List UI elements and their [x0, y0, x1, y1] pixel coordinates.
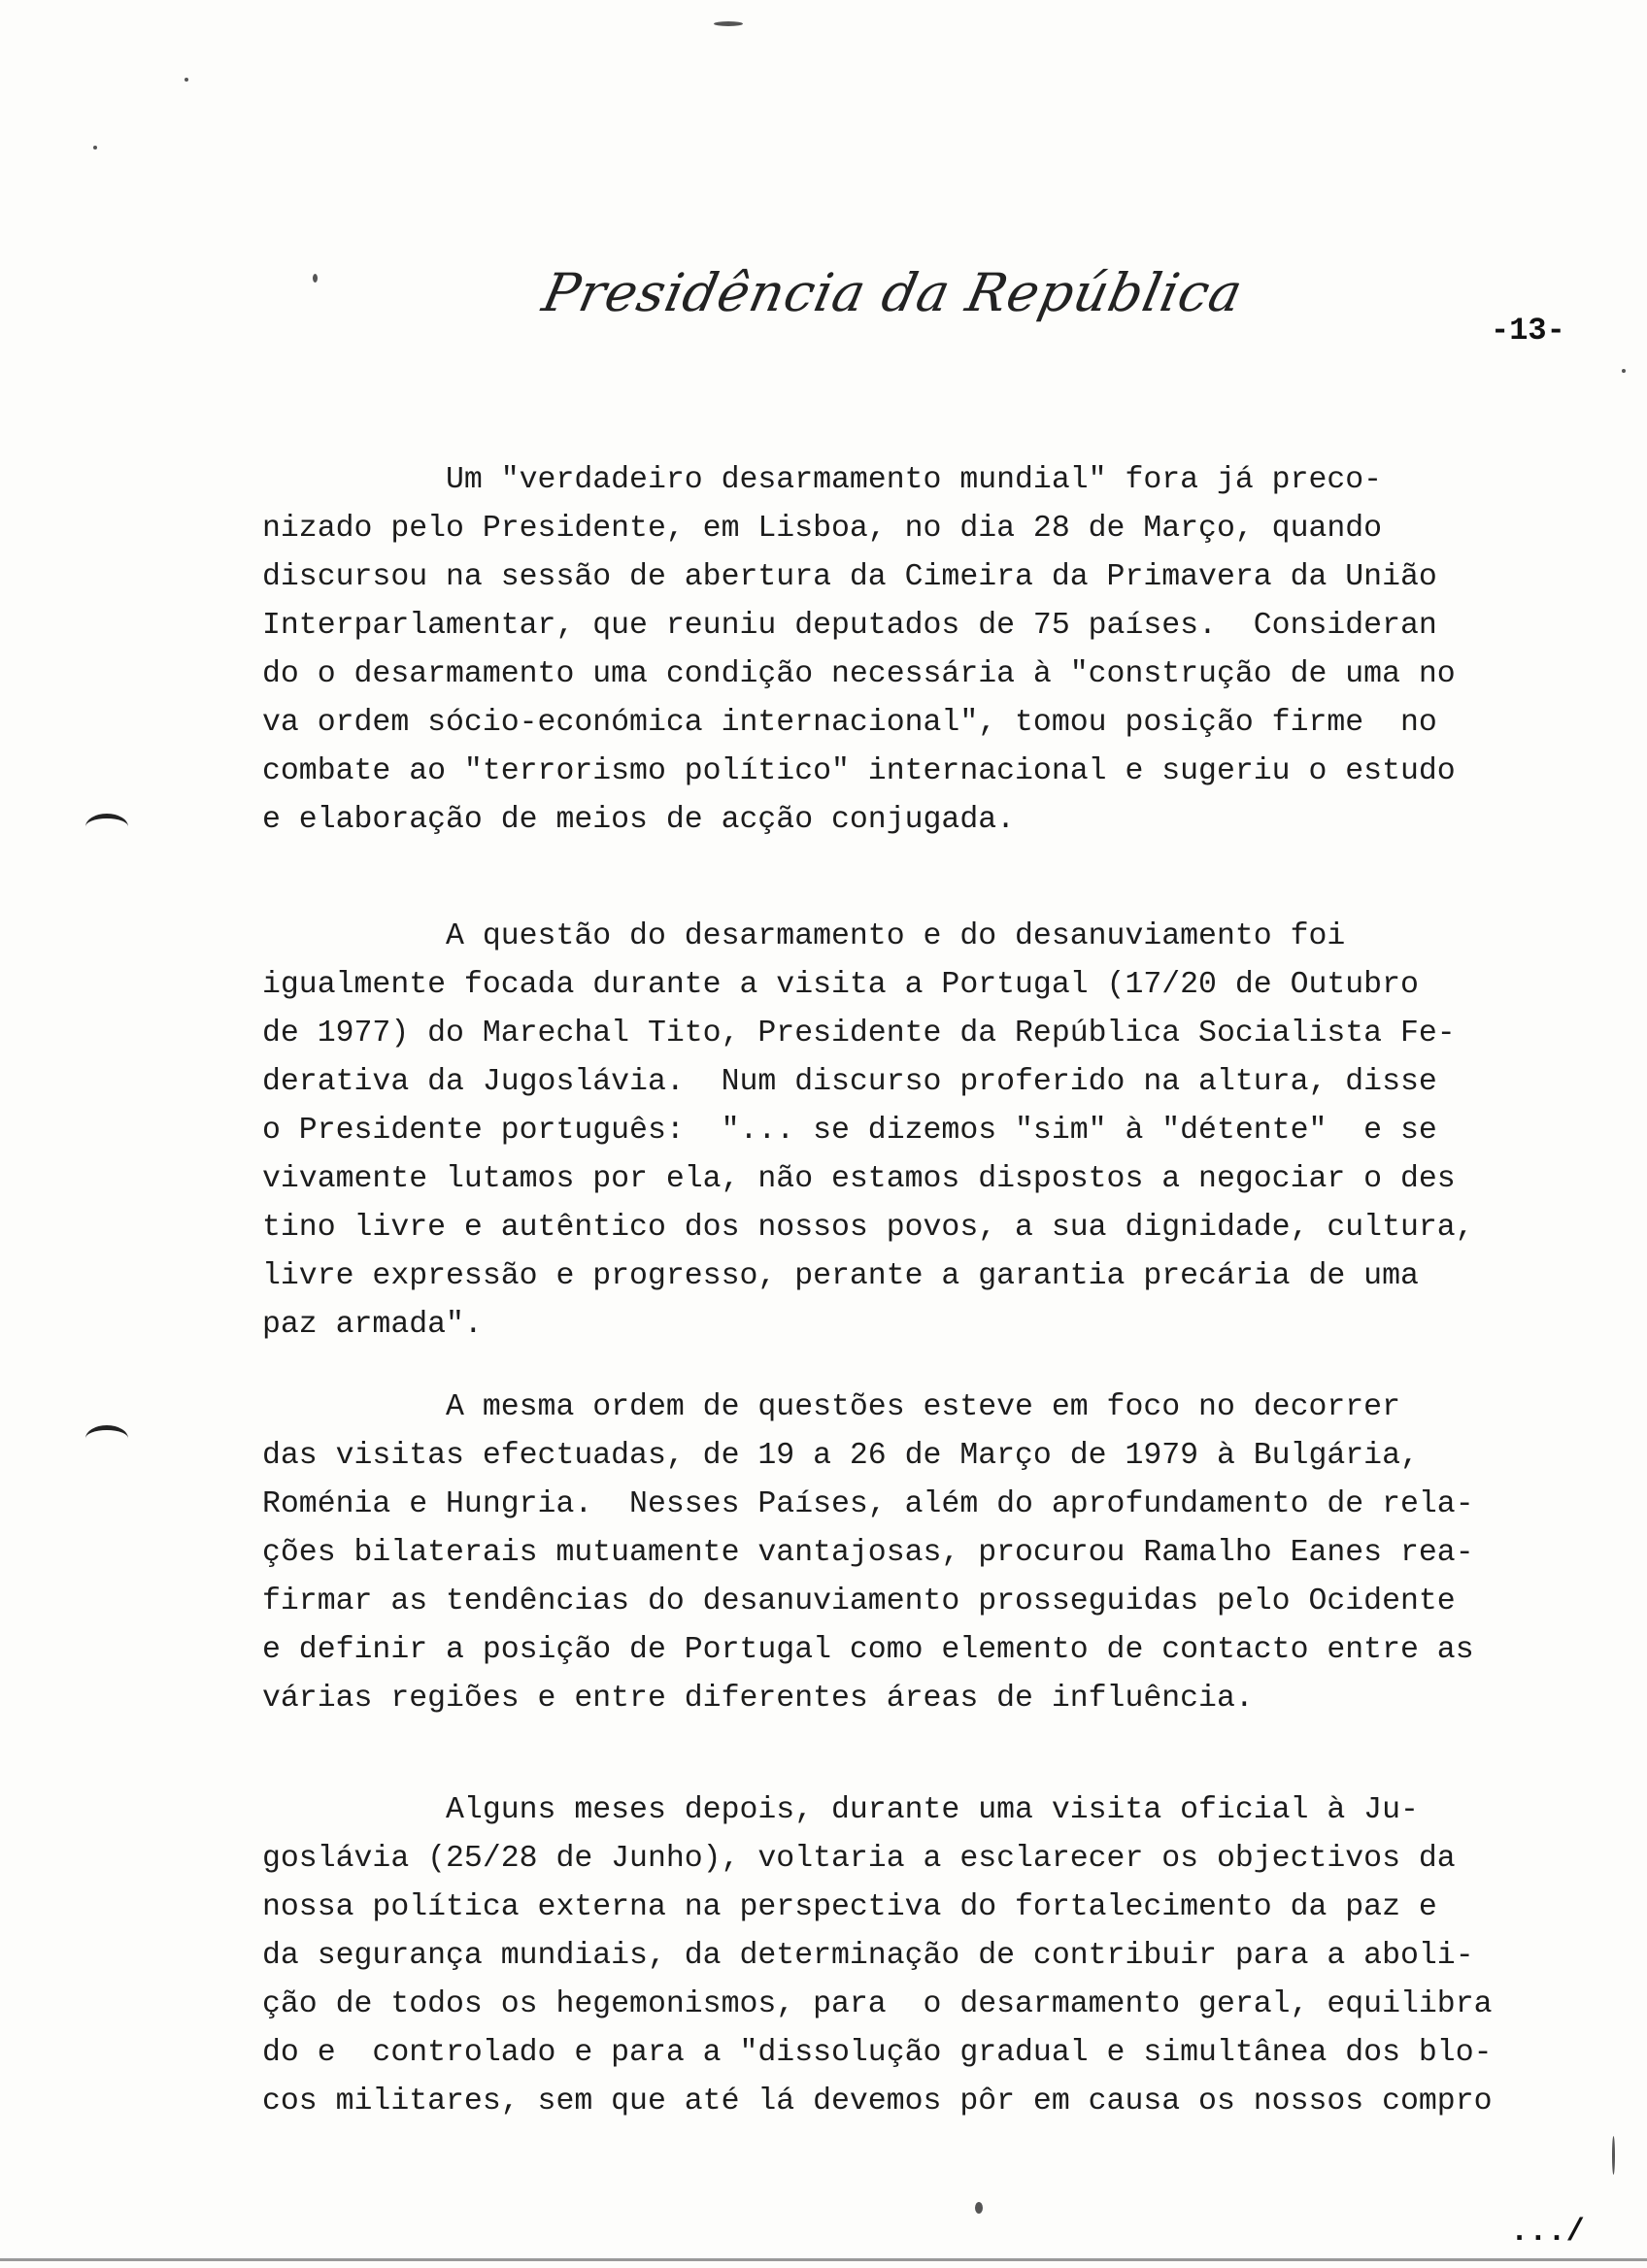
text-line: goslávia (25/28 de Junho), voltaria a esclarecer os objectivos da: [262, 1842, 1456, 1876]
text-line: derativa da Jugoslávia. Num discurso proferido na altura, disse: [262, 1065, 1437, 1099]
letterhead-title: Presidência da República: [537, 262, 1249, 323]
punch-hole-mark: [85, 814, 128, 840]
text-line: das visitas efectuadas, de 19 a 26 de Março de 1979 à Bulgária,: [262, 1439, 1419, 1473]
text-line: A questão do desarmamento e do desanuviamento foi: [262, 919, 1346, 953]
text-line: igualmente focada durante a visita a Portugal (17/20 de Outubro: [262, 968, 1419, 1002]
scan-speck: [1612, 2136, 1615, 2175]
paragraph-1: [262, 456, 1612, 845]
text-line: ções bilaterais mutuamente vantajosas, procurou Ramalho Eanes rea-: [262, 1536, 1474, 1570]
scan-speck: [313, 274, 318, 283]
text-line: vivamente lutamos por ela, não estamos dispostos a negociar o des: [262, 1162, 1456, 1196]
paragraph-2: [262, 913, 1612, 1350]
text-line: de 1977) do Marechal Tito, Presidente da República Socialista Fe-: [262, 1017, 1456, 1051]
text-line: tino livre e autêntico dos nossos povos, a sua dignidade, cultura,: [262, 1211, 1474, 1245]
text-line: nizado pelo Presidente, em Lisboa, no dia 28 de Março, quando: [262, 512, 1383, 546]
continuation-mark: .../: [1510, 2214, 1585, 2250]
punch-hole-mark: [85, 1425, 128, 1451]
paragraph-3: [262, 1384, 1612, 1723]
page-number: -13-: [1491, 313, 1565, 349]
text-line: ção de todos os hegemonismos, para o desarmamento geral, equilibra: [262, 1987, 1493, 2021]
text-line: o Presidente português: "... se dizemos "sim" à "détente" e se: [262, 1114, 1437, 1148]
text-line: da segurança mundiais, da determinação de contribuir para a aboli-: [262, 1939, 1474, 1973]
scan-speck: [714, 21, 743, 26]
scan-speck: [93, 146, 97, 150]
page-bottom-edge: [0, 2258, 1647, 2261]
text-line: Um "verdadeiro desarmamento mundial" fora já preco-: [262, 463, 1383, 497]
text-line: do o desarmamento uma condição necessária à "construção de uma no: [262, 657, 1456, 691]
text-line: firmar as tendências do desanuviamento prosseguidas pelo Ocidente: [262, 1584, 1456, 1618]
text-line: discursou na sessão de abertura da Cimeira da Primavera da União: [262, 560, 1437, 594]
text-line: e elaboração de meios de acção conjugada.: [262, 803, 1016, 837]
text-line: paz armada".: [262, 1308, 483, 1342]
text-line: A mesma ordem de questões esteve em foco no decorrer: [262, 1390, 1400, 1424]
text-line: Alguns meses depois, durante uma visita oficial à Ju-: [262, 1793, 1419, 1827]
text-line: livre expressão e progresso, perante a garantia precária de uma: [262, 1259, 1419, 1293]
text-line: nossa política externa na perspectiva do fortalecimento da paz e: [262, 1890, 1437, 1924]
text-line: combate ao "terrorismo político" internacional e sugeriu o estudo: [262, 754, 1456, 788]
text-line: va ordem sócio-económica internacional", tomou posição firme no: [262, 706, 1437, 740]
scan-speck: [1622, 369, 1626, 373]
scan-speck: [185, 78, 188, 82]
text-line: Interparlamentar, que reuniu deputados de 75 países. Consideran: [262, 609, 1437, 643]
text-line: e definir a posição de Portugal como elemento de contacto entre as: [262, 1633, 1474, 1667]
text-line: Roménia e Hungria. Nesses Países, além do aprofundamento de rela-: [262, 1487, 1474, 1521]
paragraph-4: [262, 1786, 1612, 2126]
text-line: cos militares, sem que até lá devemos pôr em causa os nossos compro: [262, 2085, 1493, 2118]
scan-speck: [975, 2202, 983, 2214]
text-line: várias regiões e entre diferentes áreas de influência.: [262, 1682, 1254, 1716]
text-line: do e controlado e para a "dissolução gradual e simultânea dos blo-: [262, 2036, 1493, 2070]
